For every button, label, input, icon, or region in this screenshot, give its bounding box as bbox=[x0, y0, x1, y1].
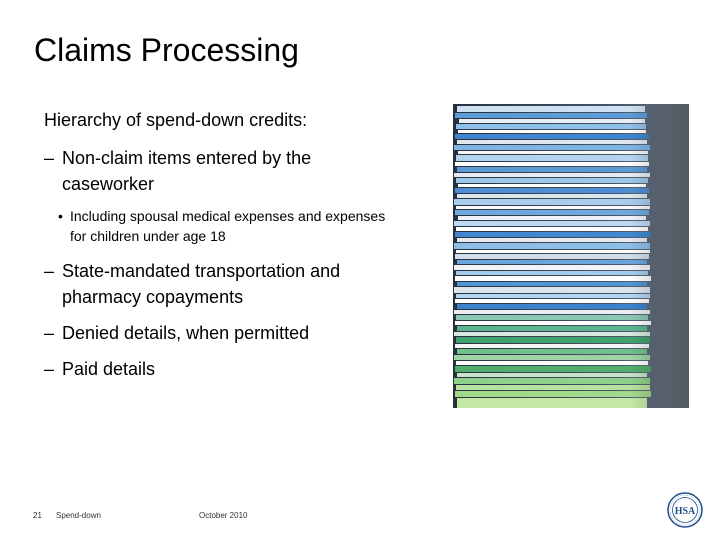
list-item-text: Denied details, when permitted bbox=[62, 323, 310, 343]
list-item-text: Non-claim items entered by the caseworker bbox=[62, 148, 312, 194]
dash-marker: – bbox=[44, 261, 55, 281]
hsa-seal-logo bbox=[667, 492, 703, 528]
bullet-marker: • bbox=[58, 208, 63, 224]
sub-list-item bbox=[58, 206, 388, 246]
seal-text: HSA bbox=[674, 506, 696, 517]
sub-list-item-text: Including spousal medical expenses and expenses for children under age 18 bbox=[70, 208, 386, 244]
list-item-paid bbox=[44, 356, 404, 382]
dash-marker: – bbox=[44, 148, 55, 168]
list-item-text: Paid details bbox=[62, 359, 156, 379]
footer-section: Spend-down bbox=[56, 511, 101, 520]
file-stack-photo bbox=[453, 104, 689, 408]
list-item-denied bbox=[44, 320, 404, 346]
list-item-copayments bbox=[44, 258, 404, 310]
list-item-non-claim bbox=[44, 145, 404, 197]
page-number: 21 bbox=[33, 511, 42, 520]
list-item-text: State-mandated transportation and pharmacy copayments bbox=[62, 261, 341, 307]
footer-date: October 2010 bbox=[199, 511, 248, 520]
slide-title: Claims Processing bbox=[34, 32, 299, 68]
dash-marker: – bbox=[44, 323, 55, 343]
dash-marker: – bbox=[44, 359, 55, 379]
intro-text: Hierarchy of spend-down credits: bbox=[44, 110, 308, 130]
